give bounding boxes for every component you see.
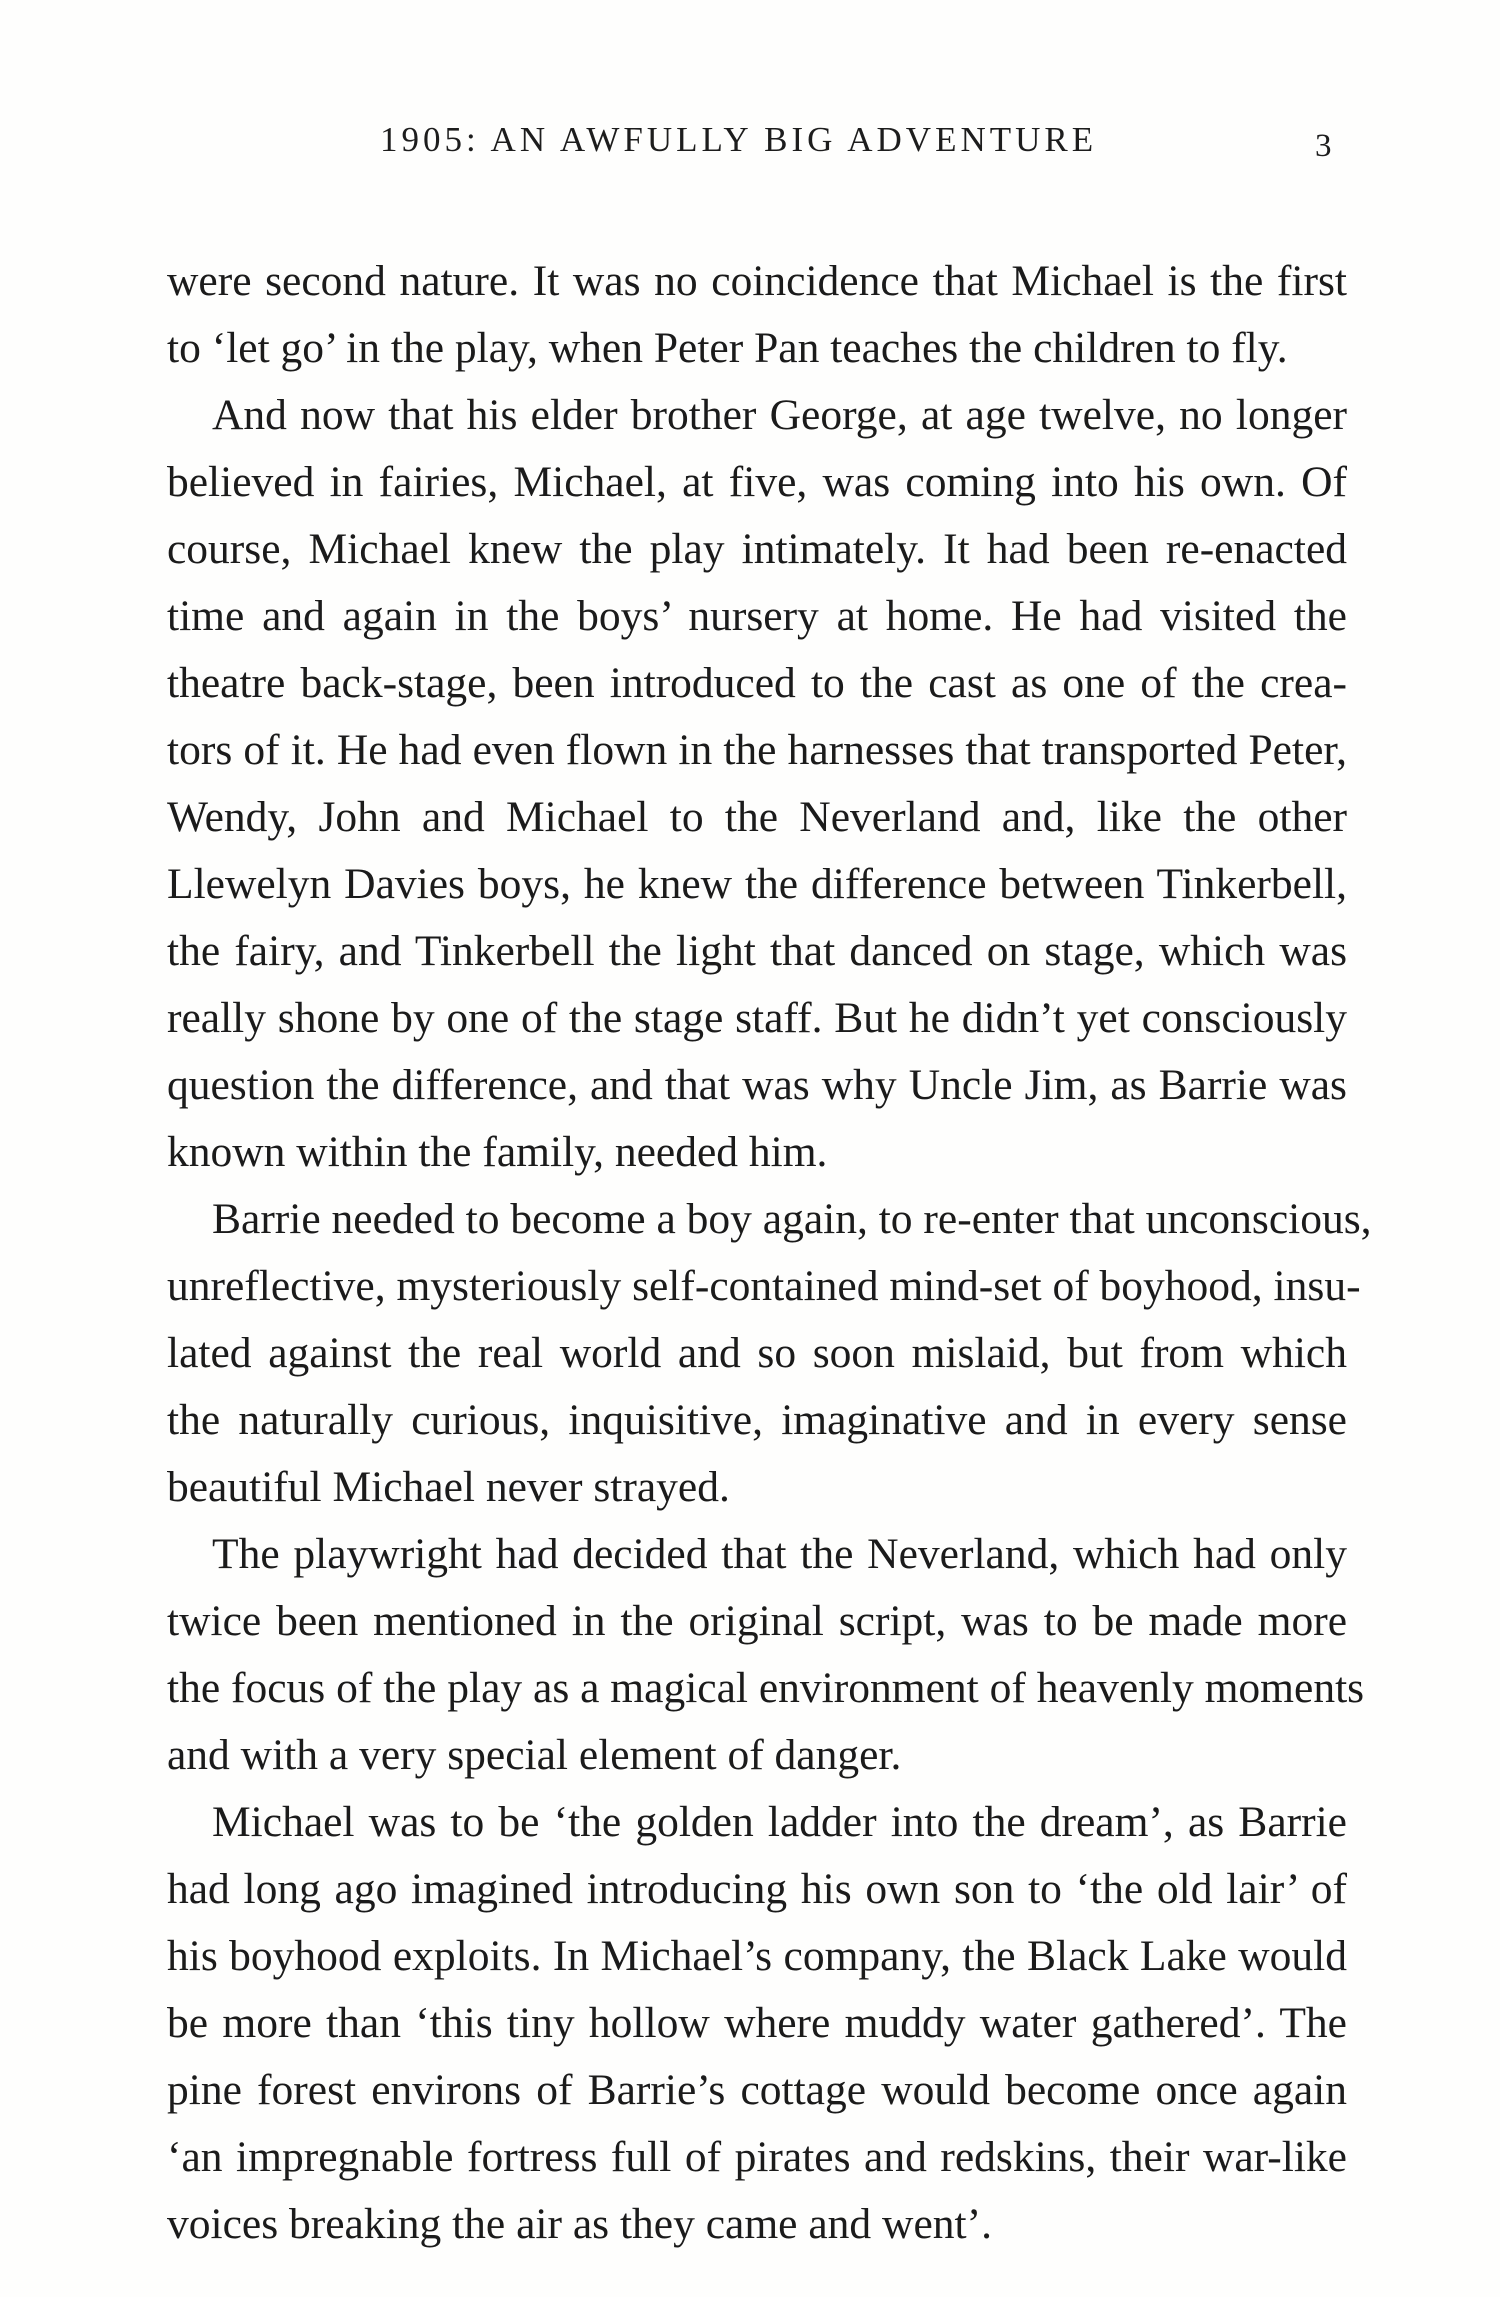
text-line: believed in fairies, Michael, at five, was coming into his own. Of	[167, 458, 1347, 506]
text-line: the fairy, and Tinkerbell the light that danced on stage, which was	[167, 927, 1347, 975]
text-line: and with a very special element of danger.	[167, 1731, 902, 1779]
text-line: question the difference, and that was why Uncle Jim, as Barrie was	[167, 1061, 1347, 1109]
text-line: Llewelyn Davies boys, he knew the difference between Tinkerbell,	[167, 860, 1347, 908]
text-line: Michael was to be ‘the golden ladder into the dream’, as Barrie	[212, 1798, 1347, 1846]
text-line: beautiful Michael never strayed.	[167, 1463, 730, 1511]
text-line: voices breaking the air as they came and went’.	[167, 2200, 992, 2248]
text-line: his boyhood exploits. In Michael’s company, the Black Lake would	[167, 1932, 1347, 1980]
text-line: the naturally curious, inquisitive, imaginative and in every sense	[167, 1396, 1347, 1444]
running-title: 1905: AN AWFULLY BIG ADVENTURE	[380, 120, 1098, 159]
text-line: were second nature. It was no coincidence that Michael is the first	[167, 257, 1347, 305]
text-line: time and again in the boys’ nursery at home. He had visited the	[167, 592, 1347, 640]
text-line: twice been mentioned in the original script, was to be made more	[167, 1597, 1347, 1645]
text-line: The playwright had decided that the Neverland, which had only	[212, 1530, 1347, 1578]
text-line: course, Michael knew the play intimately. It had been re-enacted	[167, 525, 1347, 573]
text-line: Wendy, John and Michael to the Neverland and, like the other	[167, 793, 1347, 841]
body-text	[167, 248, 1372, 2258]
text-line: known within the family, needed him.	[167, 1128, 828, 1176]
text-line: unreflective, mysteriously self-contained mind-set of boyhood, insu-	[167, 1262, 1361, 1310]
text-line: really shone by one of the stage staff. But he didn’t yet consciously	[167, 994, 1347, 1042]
text-line: pine forest environs of Barrie’s cottage would become once again	[167, 2066, 1347, 2114]
text-line: theatre back-stage, been introduced to the cast as one of the crea-	[167, 659, 1347, 707]
text-line: to ‘let go’ in the play, when Peter Pan teaches the children to fly.	[167, 324, 1288, 372]
text-line: be more than ‘this tiny hollow where muddy water gathered’. The	[167, 1999, 1347, 2047]
text-line: had long ago imagined introducing his own son to ‘the old lair’ of	[167, 1865, 1347, 1913]
text-line: tors of it. He had even flown in the harnesses that transported Peter,	[167, 726, 1347, 774]
running-head	[0, 120, 1500, 168]
page-number: 3	[1315, 128, 1332, 164]
text-line: ‘an impregnable fortress full of pirates and redskins, their war-like	[167, 2133, 1347, 2181]
text-line: the focus of the play as a magical environment of heavenly moments	[167, 1664, 1365, 1712]
text-line: lated against the real world and so soon mislaid, but from which	[167, 1329, 1347, 1377]
text-line: And now that his elder brother George, at age twelve, no longer	[212, 391, 1347, 439]
text-line: Barrie needed to become a boy again, to re-enter that unconscious,	[212, 1195, 1372, 1243]
